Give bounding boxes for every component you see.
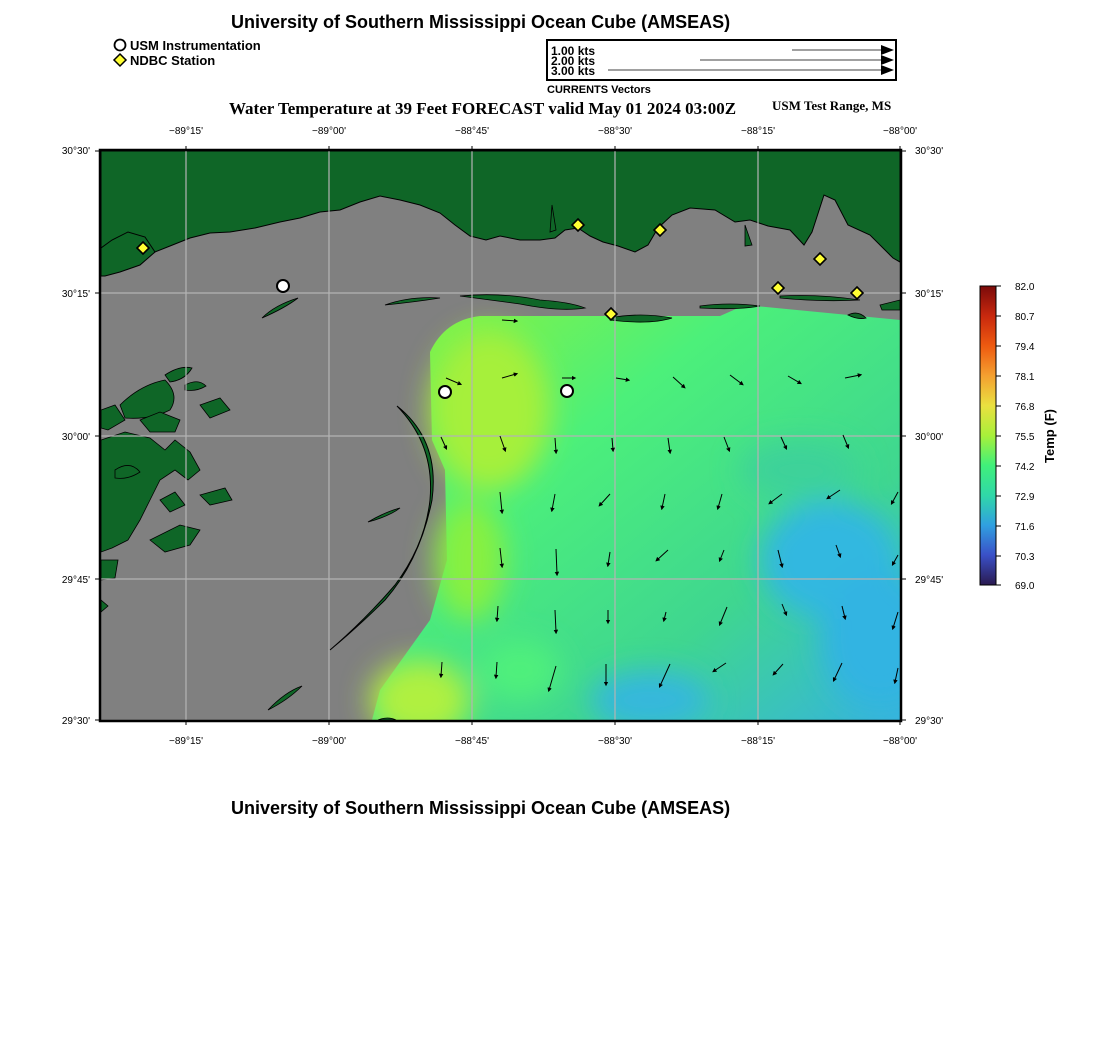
lat-labels-right: [915, 146, 943, 727]
colorbar-tick-label: 82.0: [1015, 282, 1035, 293]
colorbar-tick-label: 79.4: [1015, 342, 1035, 353]
vector-caption: CURRENTS Vectors: [547, 84, 651, 96]
lat-label: 29°30': [61, 716, 90, 727]
colorbar-labels: [1015, 282, 1035, 592]
lon-label: −89°00': [312, 736, 346, 747]
footer-title: University of Southern Mississippi Ocean Cube (AMSEAS): [231, 798, 731, 818]
colorbar-tick-label: 76.8: [1015, 402, 1035, 413]
lon-label: −88°00': [883, 736, 917, 747]
lon-label: −88°00': [883, 126, 917, 137]
colorbar-tick-label: 72.9: [1015, 492, 1035, 503]
usm-station-icon: [561, 385, 573, 397]
lat-label: 29°45': [61, 575, 90, 586]
vector-label-2: 2.00 kts: [551, 54, 596, 68]
colorbar-tick-label: 69.0: [1015, 581, 1035, 592]
lon-label: −88°15': [741, 736, 775, 747]
colorbar-ticks: [996, 286, 1001, 585]
lon-labels-bottom: [169, 736, 917, 747]
colorbar-tick-label: 71.6: [1015, 522, 1035, 533]
lon-labels-top: [169, 126, 917, 137]
lat-label: 30°15': [915, 289, 944, 300]
lat-label: 30°30': [915, 146, 944, 157]
lon-label: −88°45': [455, 736, 489, 747]
lat-label: 30°30': [61, 146, 90, 157]
vector-label-3: 3.00 kts: [551, 64, 596, 78]
lat-label: 30°00': [61, 432, 90, 443]
map-subtitle: Water Temperature at 39 Feet FORECAST valid May 01 2024 03:00Z: [229, 99, 737, 118]
colorbar-gradient: [980, 286, 996, 585]
colorbar-title: Temp (F): [1042, 409, 1057, 463]
lon-label: −88°45': [455, 126, 489, 137]
colorbar-tick-label: 80.7: [1015, 312, 1035, 323]
usm-station-icon: [277, 280, 289, 292]
lon-label: −88°30': [598, 126, 632, 137]
lon-label: −88°15': [741, 126, 775, 137]
lat-label: 29°45': [915, 575, 944, 586]
usm-station-icon: [439, 386, 451, 398]
colorbar: [970, 275, 1070, 595]
lat-label: 29°30': [915, 716, 944, 727]
lon-label: −88°30': [598, 736, 632, 747]
colorbar-tick-label: 78.1: [1015, 372, 1035, 383]
ndbc-legend-label: NDBC Station: [130, 53, 216, 68]
lat-label: 30°00': [915, 432, 944, 443]
lat-labels-left: [62, 146, 90, 727]
vector-label-1: 1.00 kts: [551, 44, 596, 58]
colorbar-tick-label: 70.3: [1015, 552, 1035, 563]
lon-label: −89°15': [169, 736, 203, 747]
page-title: University of Southern Mississippi Ocean Cube (AMSEAS): [231, 12, 731, 32]
colorbar-tick-label: 74.2: [1015, 462, 1035, 473]
lon-label: −89°15': [169, 126, 203, 137]
map-location: USM Test Range, MS: [772, 98, 892, 113]
lon-label: −89°00': [312, 126, 346, 137]
colorbar-tick-label: 75.5: [1015, 432, 1035, 443]
lat-label: 30°15': [61, 289, 90, 300]
usm-legend-label: USM Instrumentation: [130, 38, 261, 53]
